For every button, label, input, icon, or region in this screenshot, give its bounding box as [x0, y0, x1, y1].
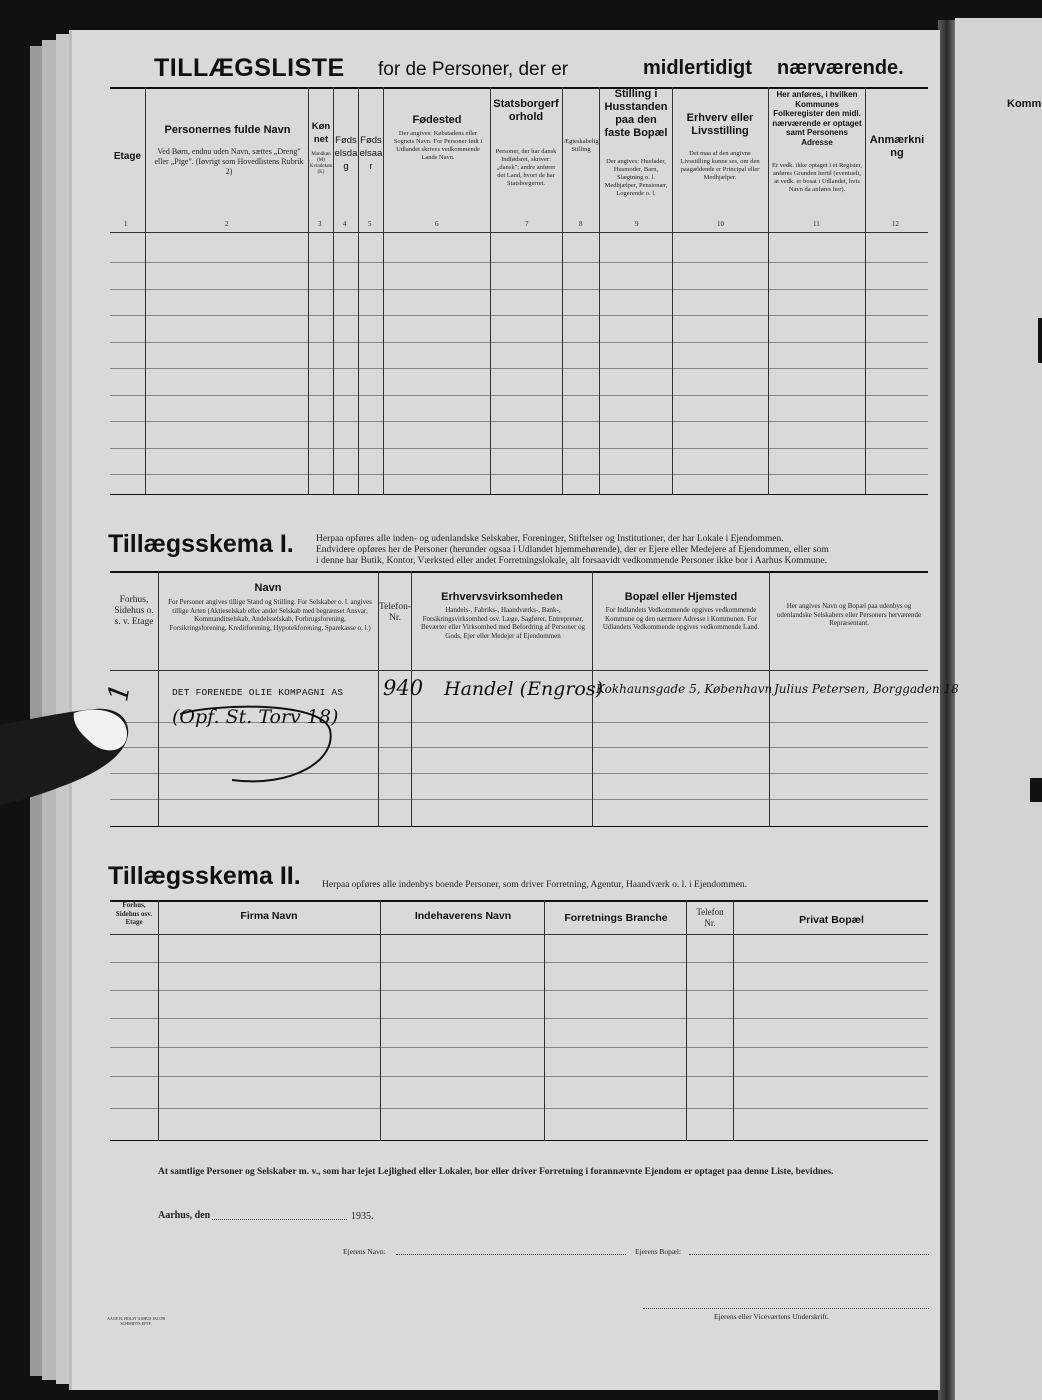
s2-col-firma: Firma Navn [240, 910, 298, 922]
s1-erhverv: Handel (Engros) [444, 678, 604, 700]
skema1-desc [316, 534, 928, 567]
t1-colnum: 2 [225, 220, 229, 228]
holding-thumb [0, 705, 135, 815]
s2-col-telefon: Telefon Nr. [696, 907, 724, 928]
s1-col-navn: Navn [254, 582, 282, 594]
t1-col-kon: Kønnet [311, 121, 331, 145]
skema1-desc-line3: i denne har Butik, Kontor, Værksted eller andet Forretningslokale, alt forsaavidt vedkommende Personer ikke bor i Aarhus Kommune. [316, 556, 828, 566]
main-title-midl: midlertidigt [643, 57, 752, 79]
book-gutter [938, 20, 956, 1400]
t1-col-kommune: Her anføres, i hvilken Kommunes Folkeregister den midl. nærværende er optaget samt Personens Adresse [772, 90, 862, 147]
skema1-desc-line1: Herpaa opføres alle inden- og udenlandske Selskaber, Foreninger, Stiftelser og Institutioner, der har Lokale i Ejendommen. [316, 534, 784, 544]
t1-colnum: 8 [579, 220, 583, 228]
skema1-desc-line2: Endvidere opføres her de Personer (herunder ogsaa i Udlandet hjemmehørende), der er Ejere eller Medejere af Ejendommen, eller som [316, 545, 829, 555]
main-title-for: for de Personer, der er [378, 59, 569, 80]
s1-col-bopael: Bopæl eller Hjemsted [624, 591, 738, 603]
footer-printer: AAGE H. HOLST AAHUS JACOB SCHMIDTS EFTF. [106, 1316, 166, 1326]
skema2-title: Tillægsskema II. [108, 862, 301, 890]
t1-col-stilling-sub: Der angives: Husfader, Husmoder, Barn, Slægtning o. l. Medhjælper, Pensionær, Logerende o. l. [604, 158, 668, 197]
s1-col-erhverv: Erhvervsvirksomheden [441, 591, 563, 603]
footer-signature-line [643, 1308, 929, 1309]
s1-col-repr: Her angives Navn og Bopæl paa udenbys og udenlandske Selskabers eller Personers herværende Repræsentant. [776, 602, 922, 627]
s2-col-etage: Forhus, Sidehus osv. Etage [115, 901, 153, 926]
footer-owner-address-line [689, 1254, 929, 1255]
s1-hand-circle [172, 700, 342, 795]
t1-colnum: 10 [717, 220, 724, 228]
t1-col-aegte: Ægteskabelig Stilling [563, 138, 599, 153]
t1-col-faar: Fødselsaar [359, 135, 383, 172]
s1-etage-value: 1 [101, 680, 137, 705]
s1-repr: Julius Petersen, Borggaden 18 [774, 682, 959, 696]
t1-col-fdag: Fødselsdag [334, 135, 358, 172]
footer-year: 1935. [351, 1211, 374, 1222]
right-page-mark [1030, 778, 1042, 802]
skema2-desc: Herpaa opføres alle indenbys boende Personer, som driver Forretning, Agentur, Haandværk o. l. i Ejendommen. [322, 880, 748, 890]
footer-city: Aarhus, den [158, 1210, 211, 1221]
t1-colnum: 6 [435, 220, 439, 228]
t1-col-stats-sub: Personer, der har dansk Indfødsret, skriver: „dansk"; andre anfører det Land, hvori de har Statsborgerret. [495, 148, 557, 187]
s1-col-navn-sub: For Personer angives tillige Stand og Stilling. For Selskaber o. l. angives tillige Arten (Aktieselskab eller andet Selskab med begrænset Ansvar, Kommanditselskab, Andelsselskab, Forbrugsforening, Forsikringsforening, Kreditforening, Hypotekforening, Sparekasse o. l.) [168, 598, 372, 632]
footer-owner-name-line [396, 1254, 626, 1255]
t1-col-erhverv: Erhverv eller Livsstilling [686, 112, 754, 137]
t1-col-fodested-sub: Der angives: Købstadens eller Sognets Navn. For Personer født i Udlandet skrives vedkommende Lands Navn. [393, 130, 483, 161]
right-page-text: Komm [1007, 98, 1042, 110]
footer-date-line [212, 1219, 347, 1220]
s1-col-tel: Telefon-Nr. [379, 602, 412, 623]
skema1-title: Tillægsskema I. [108, 530, 294, 558]
t1-colnum: 9 [635, 220, 639, 228]
t1-col-stilling: Stilling i Husstanden paa den faste Bopæl [604, 88, 668, 139]
s1-col-etage: Forhus, Sidehus o. s. v. Etage [114, 595, 154, 627]
t1-colnum: 5 [368, 220, 372, 228]
s2-col-bopael: Privat Bopæl [799, 914, 864, 926]
t1-colnum: 4 [343, 220, 347, 228]
t1-col-fodested: Fødested [412, 114, 462, 126]
s1-bopael: Kokhaunsgade 5, København [596, 682, 773, 696]
footer-owner-address: Ejerens Bopæl: [635, 1247, 682, 1256]
t1-col-etage: Etage [113, 151, 142, 162]
s2-col-branche: Forretnings Branche [564, 912, 668, 924]
t1-colnum: 12 [892, 220, 899, 228]
form-page [72, 30, 959, 1390]
t1-col-erhverv-sub: Det maa af den angivne Livsstilling kunne ses, om den paagældende er Principal eller Medhjælper. [680, 150, 760, 181]
s1-navn-stamp: DET FORENEDE OLIE KOMPAGNI AS [172, 687, 344, 698]
t1-colnum: 1 [124, 220, 128, 228]
footer-certify: At samtlige Personer og Selskaber m. v., som har lejet Lejlighed eller Lokaler, bor eller driver Forretning i forannævnte Ejendom er optaget paa denne Liste, bevidnes. [158, 1167, 834, 1177]
t1-colnum: 7 [525, 220, 529, 228]
s2-col-indehaver: Indehaverens Navn [414, 910, 512, 922]
t1-col-kommune-sub: Er vedk. ikke optaget i et Register, anføres Grunden hertil (eventuelt, at vedk. er bosat i Udlandet, hvis Navn da anføres her). [772, 162, 862, 193]
t1-col-navn-sub: Ved Børn, endnu uden Navn, sættes „Dreng" eller „Pige". (Iøvrigt som Hovedlistens Rubrik 2) [154, 147, 304, 176]
t1-col-anm: Anmærkning [869, 134, 925, 159]
right-page [955, 18, 1042, 1400]
t1-col-navn: Personernes fulde Navn [164, 124, 291, 136]
s1-navn-hand: (Opf. St. Torv 18) [172, 706, 339, 728]
t1-colnum: 11 [813, 220, 820, 228]
s1-telefon: 940 [383, 676, 424, 700]
t1-col-kon-sub: Mandkøn (M) Kvindekøn (K) [309, 152, 333, 175]
footer-signature: Ejerens eller Viceværtens Underskrift. [714, 1312, 829, 1321]
main-title: TILLÆGSLISTE [154, 54, 345, 82]
right-page-mark [1038, 318, 1042, 363]
s1-col-bopael-sub: For Indlandets Vedkommende opgives vedkommende Kommune og den nærmere Adresse i Kommunen. For Udlandets Vedkommende opgives vedkommende Land. [602, 606, 760, 631]
t1-colnum: 3 [318, 220, 322, 228]
main-title-naer: nærværende. [777, 57, 904, 79]
s1-col-erhverv-sub: Handels-, Fabriks-, Haandværks-, Bank-, Forsikringsvirksomhed osv. Læge, Sagfører, Entreprenør, Beværter eller Virksomhed med Befordring af Personer og Gods, Ejer eller Medejer af Ejendommen [420, 606, 586, 640]
t1-col-stats: Statsborgerforhold [493, 98, 559, 123]
footer-owner-name: Ejerens Navn: [343, 1247, 386, 1256]
